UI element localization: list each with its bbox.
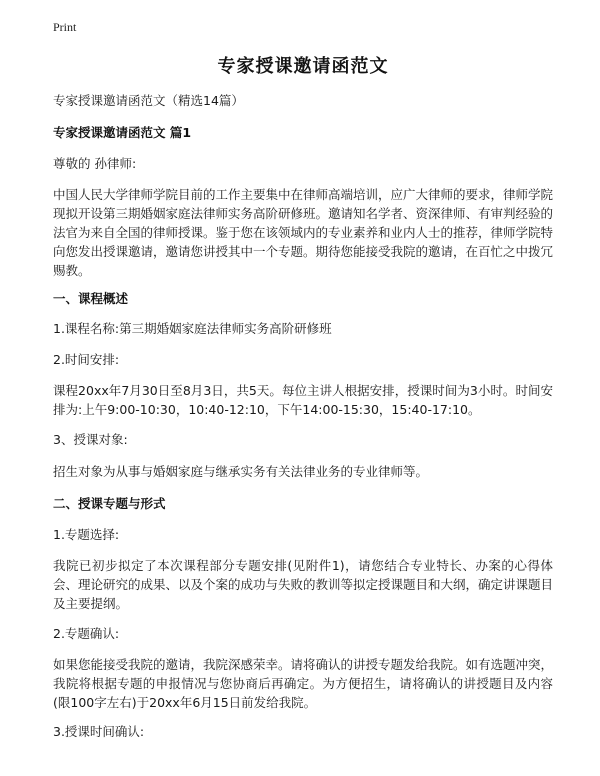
print-label[interactable]: Print: [53, 20, 77, 34]
topic-confirm-detail: 如果您能接受我院的邀请，我院深感荣幸。请将确认的讲授专题发给我院。如有选题冲突，我院将根据专题的申报情况与您协商后再确定。为方便招生，请将确认的讲授题目及内容(限100字左右)于20xx年6月15日前发给我院。: [53, 657, 554, 710]
page-title: 专家授课邀请函范文: [217, 56, 389, 77]
topic-select-label: 1.专题选择:: [53, 527, 120, 542]
topic-select-detail: 我院已初步拟定了本次课程部分专题安排(见附件1)，请您结合专业特长、办案的心得体会、理论研究的成果、以及个案的成功与失败的教训等拟定授课题目和大纲，确定讲课题目及主要提纲。: [53, 558, 554, 611]
heading-topics-format: 二、授课专题与形式: [53, 496, 166, 511]
topic-confirm-label: 2.专题确认:: [53, 626, 120, 641]
time-detail: 课程20xx年7月30日至8月3日，共5天。每位主讲人根据安排，授课时间为3小时。时间安排为:上午9:00-10:30，10:40-12:10，下午14:00-15:30，15:40-17:10。: [53, 383, 553, 417]
greeting: 尊敬的 孙律师:: [53, 156, 137, 171]
heading-course-overview: 一、课程概述: [53, 291, 129, 306]
audience-label: 3、授课对象:: [53, 432, 128, 447]
subtitle: 专家授课邀请函范文（精选14篇）: [53, 93, 244, 108]
audience-detail: 招生对象为从事与婚姻家庭与继承实务有关法律业务的专业律师等。: [53, 464, 429, 479]
section-title: 专家授课邀请函范文 篇1: [53, 125, 192, 140]
intro-paragraph: 中国人民大学律师学院目前的工作主要集中在律师高端培训，应广大律师的要求，律师学院现拟开设第三期婚姻家庭法律师实务高阶研修班。邀请知名学者、资深律师、有审判经验的法官为来自全国的律师授课。鉴于您在该领域内的专业素养和业内人士的推荐，律师学院特向您发出授课邀请，邀请您讲授其中一个专题。期待您能接受我院的邀请，在百忙之中拨冗赐教。: [53, 187, 554, 278]
time-confirm-label: 3.授课时间确认:: [53, 724, 145, 739]
time-label: 2.时间安排:: [53, 352, 120, 367]
course-name: 1.课程名称:第三期婚姻家庭法律师实务高阶研修班: [53, 321, 332, 336]
